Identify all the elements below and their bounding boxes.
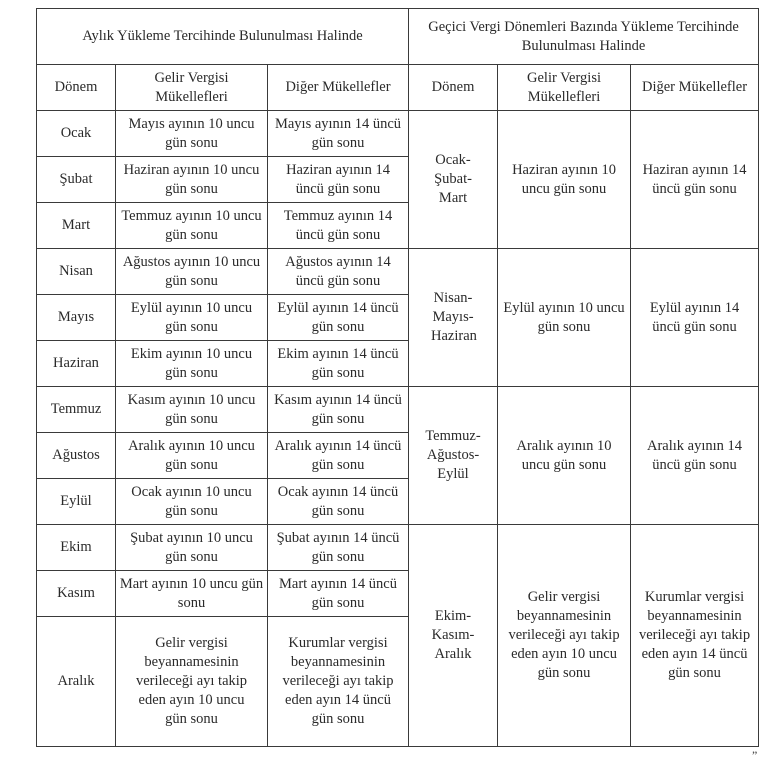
other-deadline-cell: Temmuz ayının 14 üncü gün sonu [268, 203, 409, 249]
other-deadline-cell: Aralık ayının 14 üncü gün sonu [268, 433, 409, 479]
month-cell: Eylül [37, 479, 116, 525]
quarter-period-cell: Temmuz-Ağustos-Eylül [409, 387, 498, 525]
income-deadline-cell: Ağustos ayının 10 uncu gün sonu [116, 249, 268, 295]
quarter-income-deadline-cell: Haziran ayının 10 uncu gün sonu [498, 111, 631, 249]
quarter-period-cell: Ocak-Şubat-Mart [409, 111, 498, 249]
month-cell: Kasım [37, 571, 116, 617]
other-deadline-cell: Ekim ayının 14 üncü gün sonu [268, 341, 409, 387]
month-cell: Nisan [37, 249, 116, 295]
table-row [37, 249, 759, 295]
quarter-income-deadline-cell: Gelir vergisi beyannamesinin verileceği ayı takip eden ayın 10 uncu gün sonu [498, 525, 631, 747]
month-cell: Aralık [37, 617, 116, 747]
month-cell: Ocak [37, 111, 116, 157]
other-deadline-cell: Kasım ayının 14 üncü gün sonu [268, 387, 409, 433]
month-cell: Temmuz [37, 387, 116, 433]
other-deadline-cell: Ocak ayının 14 üncü gün sonu [268, 479, 409, 525]
quarter-other-deadline-cell: Aralık ayının 14 üncü gün sonu [631, 387, 759, 525]
other-deadline-cell: Eylül ayının 14 üncü gün sonu [268, 295, 409, 341]
quarterly-other-header: Diğer Mükellefler [631, 65, 759, 111]
income-deadline-cell: Şubat ayının 10 uncu gün sonu [116, 525, 268, 571]
income-deadline-cell: Aralık ayının 10 uncu gün sonu [116, 433, 268, 479]
other-deadline-cell: Ağustos ayının 14 üncü gün sonu [268, 249, 409, 295]
income-deadline-cell: Ocak ayının 10 uncu gün sonu [116, 479, 268, 525]
month-cell: Mart [37, 203, 116, 249]
month-cell: Ekim [37, 525, 116, 571]
quarter-other-deadline-cell: Kurumlar vergisi beyannamesinin verileceği ayı takip eden ayın 14 üncü gün sonu [631, 525, 759, 747]
monthly-period-header: Dönem [37, 65, 116, 111]
quarter-other-deadline-cell: Eylül ayının 14 üncü gün sonu [631, 249, 759, 387]
month-cell: Haziran [37, 341, 116, 387]
income-deadline-cell: Eylül ayının 10 uncu gün sonu [116, 295, 268, 341]
other-deadline-cell: Şubat ayının 14 üncü gün sonu [268, 525, 409, 571]
quarter-income-deadline-cell: Aralık ayının 10 uncu gün sonu [498, 387, 631, 525]
income-deadline-cell: Mayıs ayının 10 uncu gün sonu [116, 111, 268, 157]
income-deadline-cell: Kasım ayının 10 uncu gün sonu [116, 387, 268, 433]
monthly-group-header: Aylık Yükleme Tercihinde Bulunulması Halinde [37, 9, 409, 65]
month-cell: Mayıs [37, 295, 116, 341]
monthly-other-header: Diğer Mükellefler [268, 65, 409, 111]
quarterly-income-tax-header: Gelir Vergisi Mükellefleri [498, 65, 631, 111]
other-deadline-cell: Mart ayının 14 üncü gün sonu [268, 571, 409, 617]
table-row [37, 111, 759, 157]
income-deadline-cell: Mart ayının 10 uncu gün sonu [116, 571, 268, 617]
quarterly-group-header: Geçici Vergi Dönemleri Bazında Yükleme Tercihinde Bulunulması Halinde [409, 9, 759, 65]
income-deadline-cell: Ekim ayının 10 uncu gün sonu [116, 341, 268, 387]
month-cell: Şubat [37, 157, 116, 203]
other-deadline-cell: Haziran ayının 14 üncü gün sonu [268, 157, 409, 203]
quarterly-period-header: Dönem [409, 65, 498, 111]
quarter-period-cell: Nisan-Mayıs-Haziran [409, 249, 498, 387]
income-deadline-cell: Temmuz ayının 10 uncu gün sonu [116, 203, 268, 249]
income-deadline-cell: Gelir vergisi beyannamesinin verileceği ayı takip eden ayın 10 uncu gün sonu [116, 617, 268, 747]
monthly-income-tax-header: Gelir Vergisi Mükellefleri [116, 65, 268, 111]
table-row [37, 525, 759, 571]
other-deadline-cell: Mayıs ayının 14 üncü gün sonu [268, 111, 409, 157]
quarter-period-cell: Ekim-Kasım-Aralık [409, 525, 498, 747]
month-cell: Ağustos [37, 433, 116, 479]
corner-mark: ” [752, 748, 758, 762]
other-deadline-cell: Kurumlar vergisi beyannamesinin verileceği ayı takip eden ayın 14 üncü gün sonu [268, 617, 409, 747]
tax-deadline-table [36, 8, 759, 747]
income-deadline-cell: Haziran ayının 10 uncu gün sonu [116, 157, 268, 203]
table-row [37, 387, 759, 433]
quarter-income-deadline-cell: Eylül ayının 10 uncu gün sonu [498, 249, 631, 387]
quarter-other-deadline-cell: Haziran ayının 14 üncü gün sonu [631, 111, 759, 249]
